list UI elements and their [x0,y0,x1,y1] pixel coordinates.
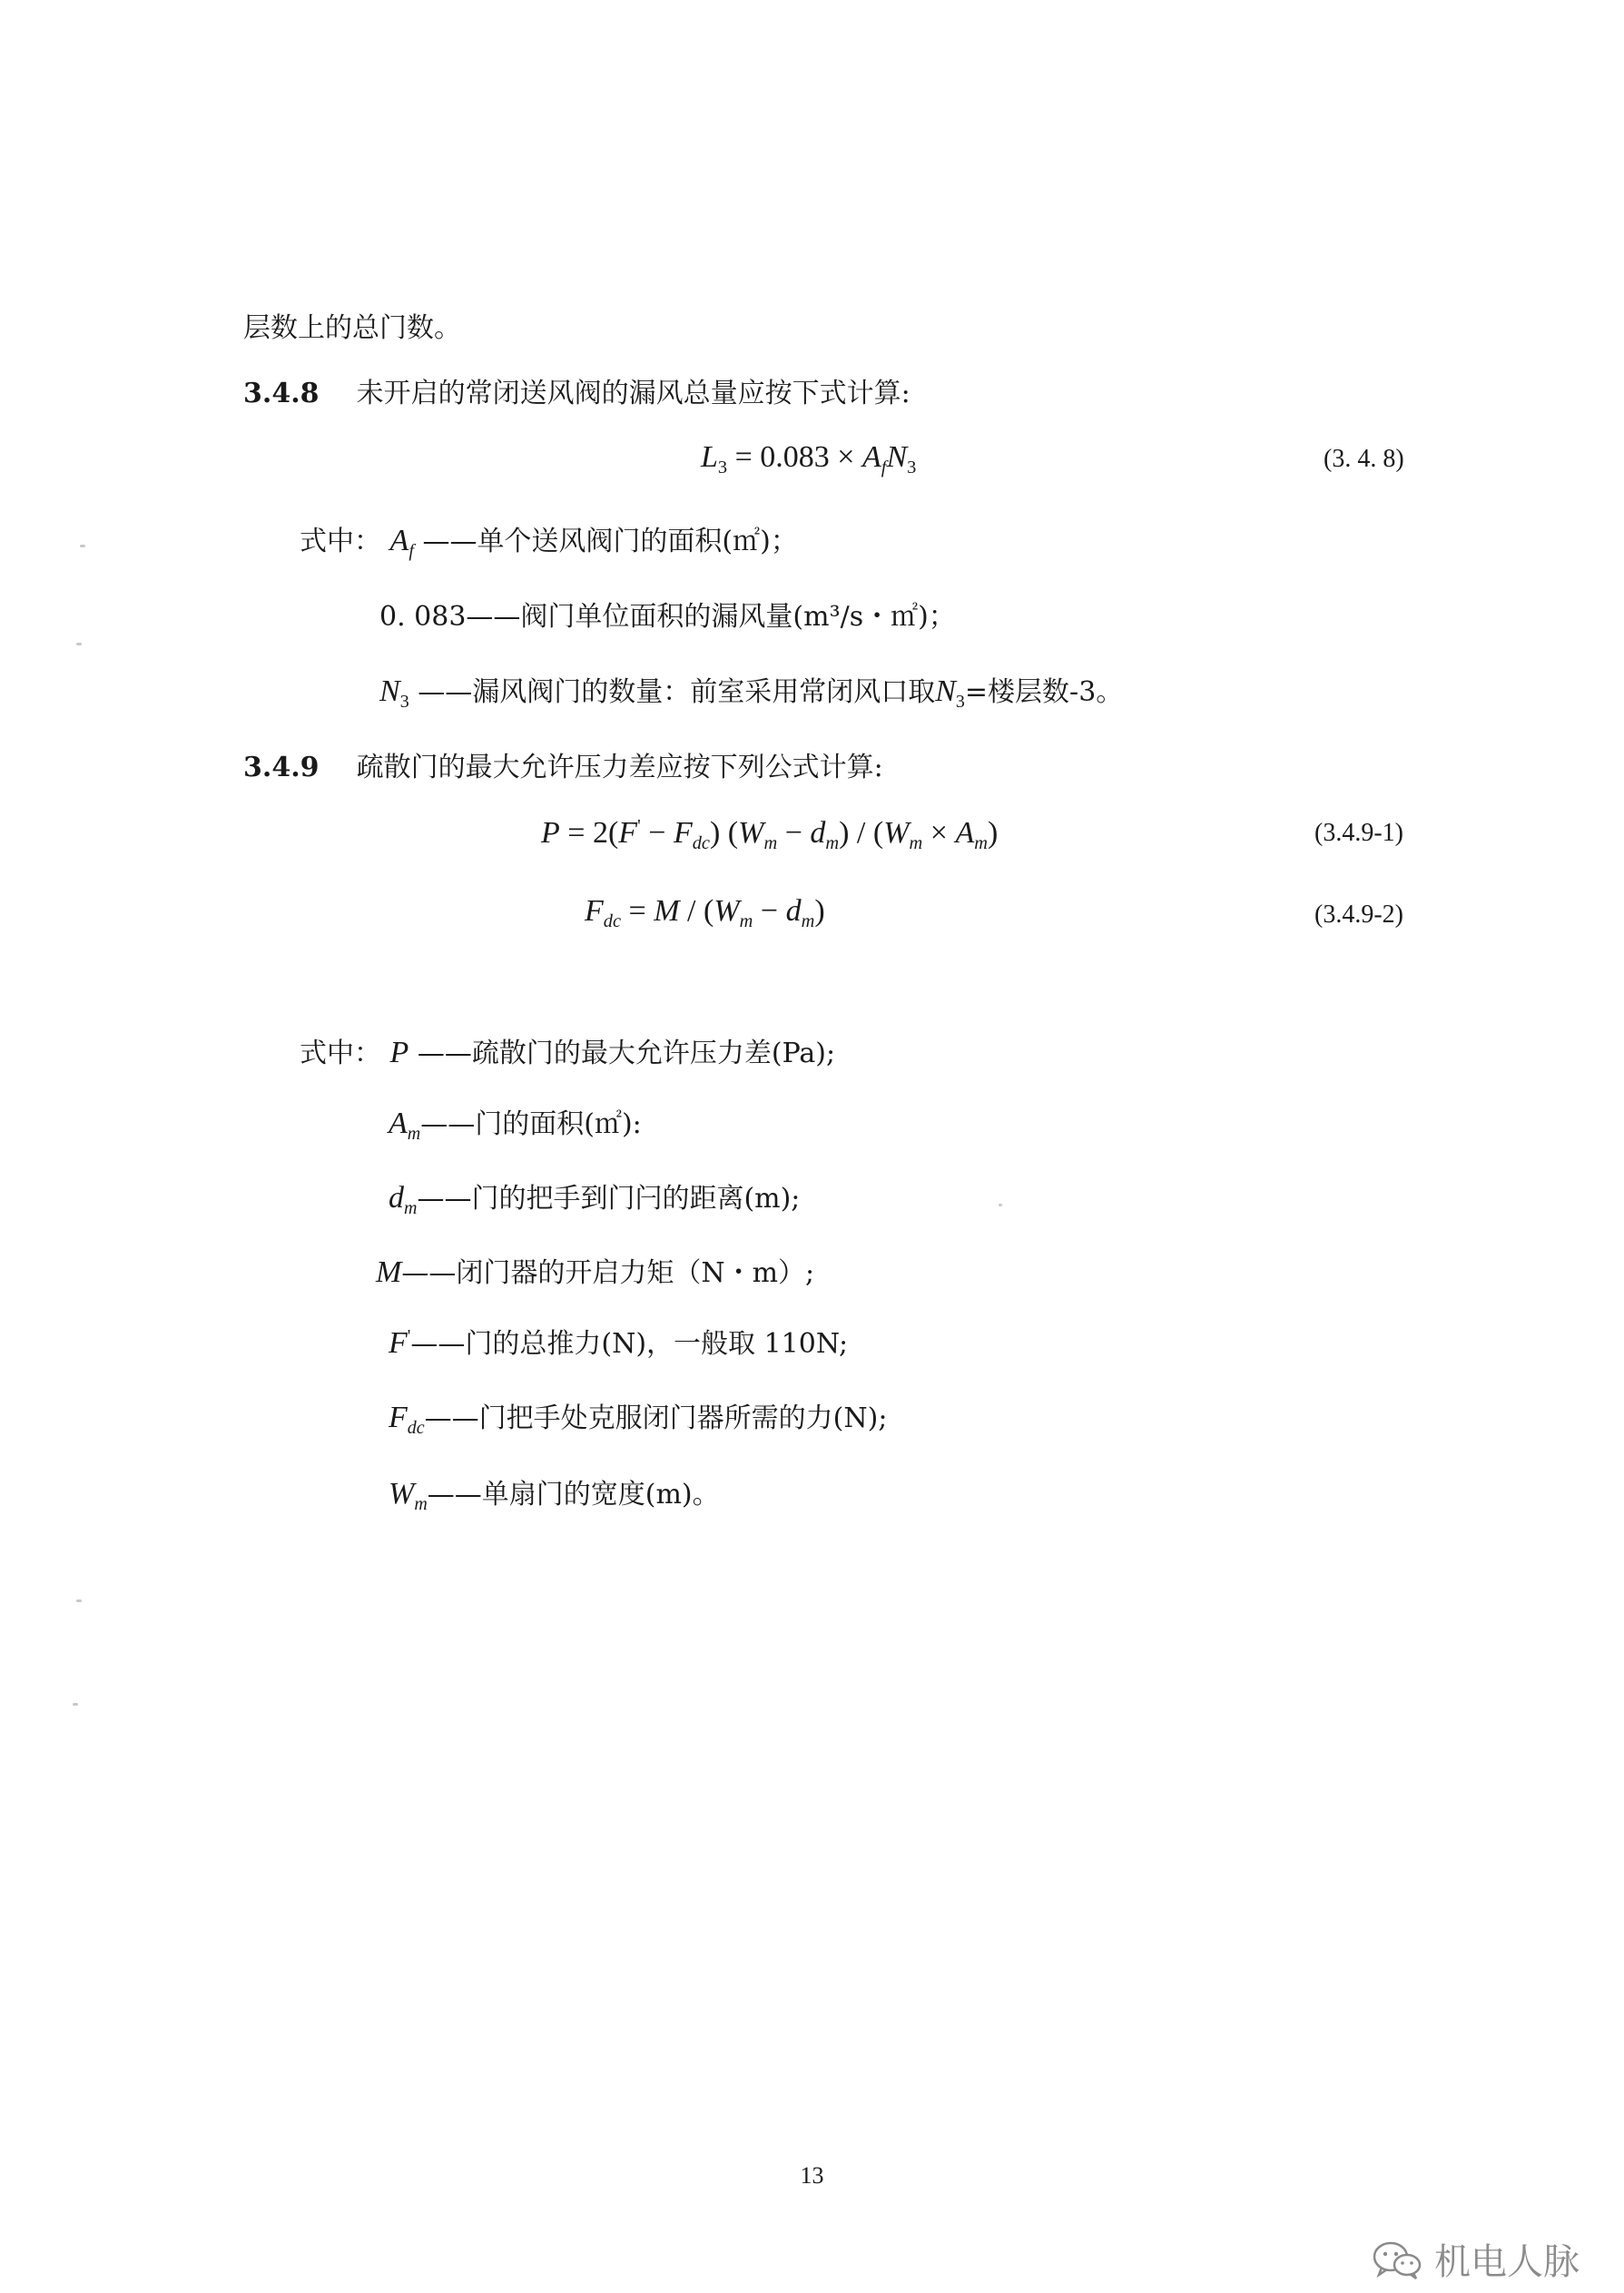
def-text: ——单扇门的宽度(m)。 [427,1479,720,1511]
eq-op: = [621,894,655,928]
def-symbol: 0. 083 [379,601,467,633]
scan-speck [76,643,82,645]
scan-speck [80,545,85,547]
def-text: ——门的总推力(N)，一般取 110N; [410,1328,849,1360]
def-text: ——单个送风阀门的面积(㎡)； [422,526,798,557]
eq-var: F [585,894,604,928]
def-text: ——门的面积(㎡): [420,1108,642,1140]
eq-op: − [753,894,786,928]
eq-var: d [810,816,826,850]
eq-op: − [777,816,811,850]
eq-var: W [883,816,910,850]
eq-sub: dc [603,911,622,932]
scan-speck [73,1703,78,1706]
def-sub: m [414,1494,428,1514]
where-label: 式中： [300,1038,381,1069]
eq-var: W [714,894,740,928]
definition-row [379,674,1123,711]
eq-sub: 3 [907,458,917,478]
def-symbol: A [389,1107,408,1140]
section-number: 3.4.9 [243,752,320,783]
def-text: ——阀门单位面积的漏风量(m³/s・㎡)； [466,601,956,633]
definition-row [389,1476,720,1513]
eq-op: / ( [679,894,714,928]
eq-sub: m [763,833,778,854]
eq-op: × [922,816,956,850]
def-text: ——门的把手到门闩的距离(m); [417,1183,801,1215]
def-symbol: N [379,674,400,708]
eq-var: W [738,816,764,850]
wechat-icon [1371,2239,1423,2279]
scan-speck [76,1599,82,1602]
section-3-4-9 [243,750,883,786]
eq-sup: ' [637,815,641,836]
def-symbol: W [389,1477,415,1511]
eq-rhs: = 0.083 × [727,440,862,474]
eq-sub: m [739,911,753,932]
eq-sub: f [881,458,887,478]
equation-number: (3.4.9-1) [1314,819,1403,847]
def-sub: f [408,541,414,561]
def-sub: dc [407,1418,425,1438]
def-sub: m [404,1198,418,1218]
def-sub: 3 [955,692,965,712]
eq-op: ) [987,816,999,850]
def-text: ——门把手处克服闭门器所需的力(N); [424,1402,888,1434]
section-text: 疏散门的最大允许压力差应按下列公式计算: [356,752,883,783]
def-symbol: F [389,1326,408,1360]
def-text: =楼层数-3。 [964,676,1124,708]
def-symbol: A [389,524,409,557]
eq-sub: 3 [717,458,728,478]
definition-row [379,599,956,635]
def-text: ——闭门器的开启力矩（N・m）; [401,1257,815,1289]
definition-row [389,1180,800,1217]
eq-var: A [955,816,975,850]
section-number: 3.4.8 [243,378,320,409]
continuation-text: 层数上的总门数。 [243,312,461,344]
eq-var-n: N [886,440,908,474]
eq-op: − [640,816,674,850]
def-text: ——疏散门的最大允许压力差(Pa); [417,1038,836,1069]
eq-sub: m [801,911,815,932]
definition-row [300,523,798,560]
watermark-text: 机电人脉 [1434,2241,1580,2283]
eq-sub: dc [692,833,710,854]
def-symbol: P [389,1036,409,1069]
eq-op: = 2( [559,816,619,850]
eq-sub: m [909,833,923,854]
def-symbol: N [935,674,956,708]
equation-number: (3. 4. 8) [1324,445,1404,473]
page-number: 13 [800,2162,824,2189]
definition-row [376,1255,814,1292]
eq-var-a: A [861,440,881,474]
where-label: 式中： [300,526,381,557]
def-symbol: F [389,1401,408,1434]
scan-speck [999,1204,1002,1206]
eq-op: ) ( [709,816,739,850]
def-text: ——漏风阀门的数量：前室采用常闭风口取 [418,676,936,708]
watermark [1371,2233,1580,2285]
equation-3-4-9-2 [585,893,825,930]
def-sub: 3 [399,692,409,712]
eq-sub: m [825,833,840,854]
section-3-4-8 [243,376,910,412]
def-sub: m [407,1124,421,1144]
eq-var-l: L [701,440,718,474]
def-symbol: M [376,1255,402,1289]
equation-3-4-9-1 [541,815,999,854]
eq-op: ) / ( [839,816,884,850]
def-symbol: d [389,1181,404,1215]
eq-var: F [618,816,638,850]
definition-row [389,1400,887,1437]
section-text: 未开启的常闭送风阀的漏风总量应按下式计算: [356,378,910,409]
eq-op: ) [814,894,825,928]
definition-row [300,1035,835,1072]
equation-3-4-8 [701,439,916,476]
eq-var: d [785,894,802,928]
eq-var: P [541,816,560,850]
eq-var: M [654,894,680,928]
def-sup: ' [407,1326,411,1346]
eq-var: F [673,816,693,850]
definition-row [389,1106,642,1143]
definition-row [389,1325,848,1363]
equation-number: (3.4.9-2) [1314,900,1403,929]
eq-sub: m [974,833,988,854]
